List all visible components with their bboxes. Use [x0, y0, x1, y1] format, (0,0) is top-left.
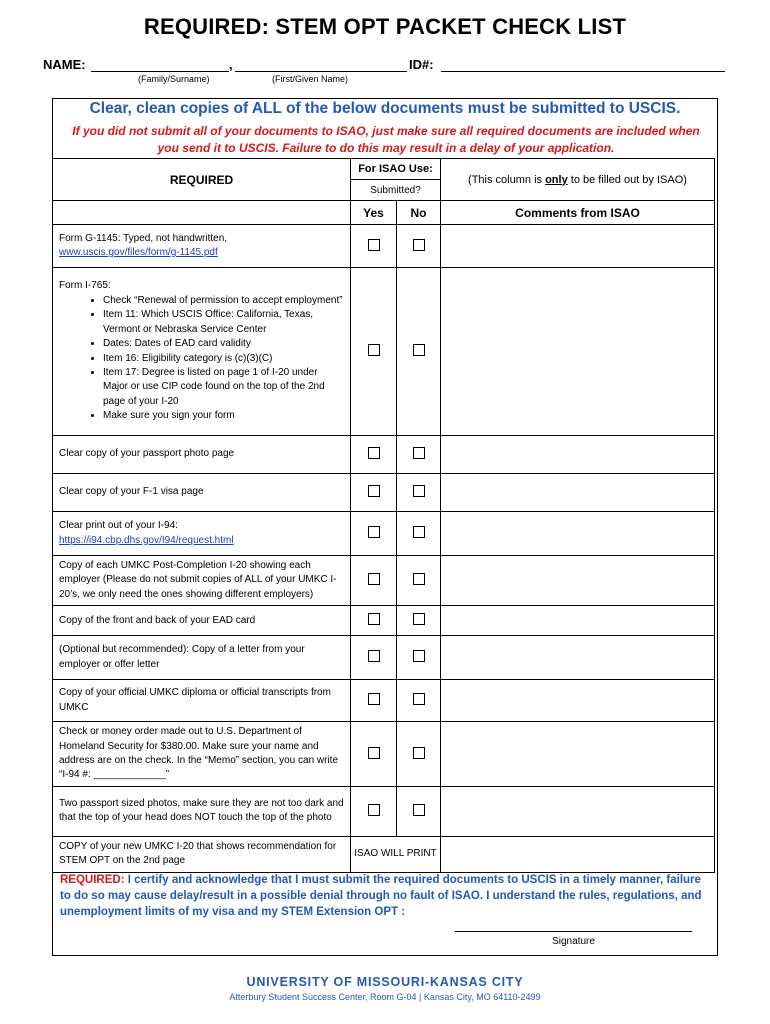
comments-cell[interactable]: [441, 786, 715, 836]
table-row: [53, 786, 715, 836]
no-checkbox[interactable]: [413, 650, 425, 662]
yes-checkbox[interactable]: [368, 650, 380, 662]
no-checkbox[interactable]: [413, 526, 425, 538]
table-row: [53, 606, 715, 636]
requirement-cell: COPY of your new UMKC I-20 that shows recommendation for STEM OPT on the 2nd page: [53, 836, 351, 872]
table-row: [53, 836, 715, 872]
family-caption: (Family/Surname): [138, 74, 210, 84]
table-row: [53, 436, 715, 474]
table-row: [53, 556, 715, 606]
list-item: • Item 11: Which USCIS Office: California, Texas, Vermont or Nebraska Service Center: [103, 308, 344, 337]
table-row: [53, 636, 715, 680]
given-caption: (First/Given Name): [272, 74, 349, 84]
table-row: [53, 722, 715, 787]
signature-label: Signature: [552, 936, 595, 947]
id-field[interactable]: [441, 71, 725, 72]
requirement-cell: Copy of the front and back of your EAD card: [53, 606, 351, 636]
requirement-cell: (Optional but recommended): Copy of a letter from your employer or offer letter: [53, 636, 351, 680]
for-isao-header: For ISAO Use:: [351, 159, 441, 180]
notice-headline: Clear, clean copies of ALL of the below documents must be submitted to USCIS.: [89, 100, 681, 117]
yes-checkbox[interactable]: [368, 693, 380, 705]
comments-cell[interactable]: [441, 512, 715, 556]
requirement-cell: Form G-1145: Typed, not handwritten, www.uscis.gov/files/form/g-1145.pdf: [53, 225, 351, 268]
blank-header-cell: [53, 201, 351, 225]
name-label: NAME:: [43, 57, 86, 72]
no-checkbox[interactable]: [413, 447, 425, 459]
yes-checkbox[interactable]: [368, 239, 380, 251]
signature-line[interactable]: [455, 931, 692, 932]
comments-cell[interactable]: [441, 436, 715, 474]
i765-bullets: [59, 294, 344, 424]
submitted-header: Submitted?: [351, 180, 441, 201]
g1145-link[interactable]: www.uscis.gov/files/form/g-1145.pdf: [59, 247, 218, 258]
table-row: [53, 512, 715, 556]
comments-cell[interactable]: [441, 474, 715, 512]
table-row: [53, 268, 715, 436]
i94-link[interactable]: https://i94.cbp.dhs.gov/I94/request.html: [59, 534, 234, 546]
requirement-cell: Clear copy of your passport photo page: [53, 436, 351, 474]
comments-cell[interactable]: [441, 636, 715, 680]
isao-will-print: ISAO WILL PRINT: [351, 836, 441, 872]
yes-header: Yes: [351, 201, 397, 225]
given-name-field[interactable]: [235, 71, 407, 72]
family-name-field[interactable]: [91, 71, 229, 72]
isao-column-note: (This column is only to be filled out by ISAO): [441, 159, 715, 201]
no-checkbox[interactable]: [413, 613, 425, 625]
yes-checkbox[interactable]: [368, 613, 380, 625]
comments-cell[interactable]: [441, 606, 715, 636]
certification-text: REQUIRED: I certify and acknowledge that I must submit the required documents to USCIS in a timely manner, failure to do so may cause delay/result in a possible denial through no fault of ISAO. I understand the rules, regulations, and unemployment limits of my visa and my STEM Extension OPT :: [60, 874, 702, 918]
comments-cell[interactable]: [441, 836, 715, 872]
comments-header: Comments from ISAO: [441, 201, 715, 225]
no-checkbox[interactable]: [413, 344, 425, 356]
list-item: • Item 17: Degree is listed on page 1 of I-20 under Major or use CIP code found on the top of the 2nd page of your I-20: [103, 366, 344, 409]
university-address: Atterbury Student Success Center, Room G-04 | Kansas City, MO 64110-2499: [229, 992, 541, 1002]
id-label: ID#:: [409, 57, 434, 72]
table-row: [53, 474, 715, 512]
required-header: REQUIRED: [53, 159, 351, 201]
checklist-table: [52, 158, 715, 873]
yes-checkbox[interactable]: [368, 344, 380, 356]
comments-cell[interactable]: [441, 722, 715, 787]
comments-cell[interactable]: [441, 680, 715, 722]
yes-checkbox[interactable]: [368, 526, 380, 538]
yes-checkbox[interactable]: [368, 804, 380, 816]
requirement-cell: Check or money order made out to U.S. Department of Homeland Security for $380.00. Make sure your name and address are on the check. In the “Memo” section, you can write “I-94 #: _____________”: [53, 722, 351, 787]
list-item: • Dates: Dates of EAD card validity: [103, 337, 344, 351]
comments-cell[interactable]: [441, 268, 715, 436]
notice-warning: If you did not submit all of your documents to ISAO, just make sure all required documents are included when you send it to USCIS. Failure to do this may result in a delay of your application.: [72, 124, 700, 155]
yes-checkbox[interactable]: [368, 485, 380, 497]
no-header: No: [397, 201, 441, 225]
no-checkbox[interactable]: [413, 573, 425, 585]
yes-checkbox[interactable]: [368, 747, 380, 759]
list-item: • Check “Renewal of permission to accept employment”: [103, 294, 344, 308]
requirement-cell: Form I-765: • Check “Renewal of permission to accept employment” • Item 11: Which USCIS Office: California, Texas, Vermont or Nebraska Service Center • Dates: Dates of EAD card validity • Item 16: Eligibility category is (c)(3)(C) • Item 17: Degree is listed on page 1 of I-20 under Major or use CIP code found on the top of the 2nd page of your I-20 • Make sure you sign your form: [53, 268, 351, 436]
comments-cell[interactable]: [441, 556, 715, 606]
no-checkbox[interactable]: [413, 485, 425, 497]
no-checkbox[interactable]: [413, 747, 425, 759]
table-row: [53, 225, 715, 268]
requirement-cell: Copy of each UMKC Post-Completion I-20 showing each employer (Please do not submit copies of ALL of your UMKC I-20’s, we only need the ones showing different employers): [53, 556, 351, 606]
yes-checkbox[interactable]: [368, 573, 380, 585]
no-checkbox[interactable]: [413, 804, 425, 816]
yes-checkbox[interactable]: [368, 447, 380, 459]
university-name: UNIVERSITY OF MISSOURI-KANSAS CITY: [246, 975, 524, 989]
page-title: REQUIRED: STEM OPT PACKET CHECK LIST: [143, 14, 627, 39]
no-checkbox[interactable]: [413, 693, 425, 705]
requirement-cell: Clear print out of your I-94: https://i94.cbp.dhs.gov/I94/request.html: [53, 512, 351, 556]
name-comma: ,: [229, 57, 233, 72]
list-item: • Make sure you sign your form: [103, 409, 344, 423]
no-checkbox[interactable]: [413, 239, 425, 251]
table-row: [53, 680, 715, 722]
requirement-cell: Copy of your official UMKC diploma or official transcripts from UMKC: [53, 680, 351, 722]
list-item: • Item 16: Eligibility category is (c)(3)(C): [103, 352, 344, 366]
comments-cell[interactable]: [441, 225, 715, 268]
requirement-cell: Clear copy of your F-1 visa page: [53, 474, 351, 512]
requirement-cell: Two passport sized photos, make sure they are not too dark and that the top of your head does NOT touch the top of the photo: [53, 786, 351, 836]
